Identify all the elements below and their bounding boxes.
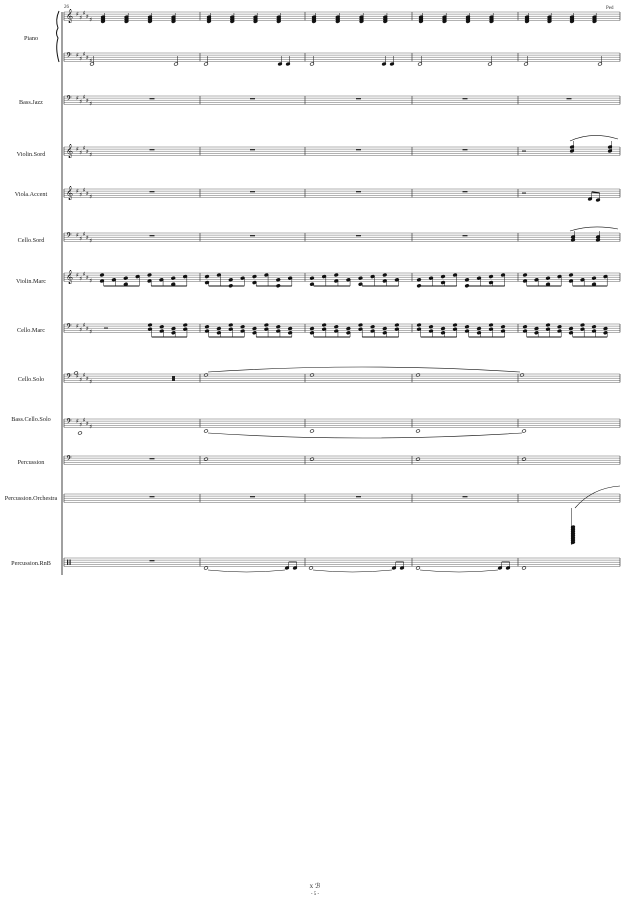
whole-rest: [463, 149, 468, 150]
sharp-icon: ♯: [85, 97, 89, 105]
sharp-icon: ♯: [82, 10, 86, 18]
percussion-rnb-notes: [150, 560, 527, 572]
sharp-icon: ♯: [82, 187, 86, 195]
treble-clef-icon: 𝄞: [66, 269, 74, 284]
note-head: [441, 327, 445, 331]
whole-rest: [463, 191, 468, 192]
whole-rest: [356, 496, 361, 497]
staff-12: [64, 558, 620, 566]
sharp-icon: ♯: [79, 191, 83, 199]
sharp-icon: ♯: [76, 95, 79, 103]
bass-clef-icon: 𝄢: [66, 418, 72, 429]
sharp-icon: ♯: [76, 11, 79, 19]
cello-marc-first-rest: [104, 328, 108, 329]
sharp-icon: ♯: [85, 274, 89, 282]
sharp-icon: ♯: [89, 277, 93, 285]
footer-mark: x ℬ: [309, 882, 321, 890]
note-head: [310, 373, 314, 377]
half-rest: [522, 193, 526, 194]
bass-cello-solo-notes: [78, 429, 526, 438]
note-head: [100, 273, 104, 277]
sharp-icon: ♯: [89, 151, 93, 159]
half-rest: [522, 151, 526, 152]
note-head: [546, 323, 550, 327]
whole-rest: [356, 235, 361, 236]
note-head: [310, 457, 314, 461]
note-head: [288, 327, 292, 331]
whole-rest: [150, 458, 155, 459]
note-head: [522, 566, 526, 570]
sharp-icon: ♯: [79, 376, 83, 384]
sharp-icon: ♯: [79, 14, 83, 22]
whole-rest: [250, 235, 255, 236]
whole-rest: [150, 98, 155, 99]
bass-clef-icon: 𝄢: [66, 95, 72, 106]
whole-rest: [150, 560, 155, 561]
instrument-label-bass-jazz: Bass.Jazz: [19, 99, 43, 106]
note-head: [124, 276, 128, 280]
note-head: [546, 276, 550, 280]
note-head: [358, 276, 362, 280]
note-head: [569, 327, 573, 331]
sharp-icon: ♯: [82, 51, 86, 59]
sharp-icon: ♯: [85, 234, 89, 242]
note-head: [534, 327, 538, 331]
instrument-label-viola-accent: Viola.Accent: [14, 191, 48, 198]
violin-sord-last: [522, 135, 618, 152]
note-head: [417, 278, 421, 282]
percussion-clef-icon: [67, 560, 68, 566]
staff-10: [64, 454, 620, 465]
note-head: [309, 566, 313, 570]
note-head: [522, 429, 526, 433]
staff-0: [64, 9, 620, 24]
note-head: [310, 276, 314, 280]
whole-rest: [356, 149, 361, 150]
note-head: [453, 323, 457, 327]
piano-bass-notes: [90, 56, 602, 66]
quarter-rest: [172, 376, 175, 381]
tie: [208, 570, 285, 572]
slur: [570, 227, 618, 231]
instrument-label-cello-solo: Cello.Solo: [17, 376, 45, 383]
sharp-icon: ♯: [89, 100, 93, 108]
sharp-icon: ♯: [82, 322, 86, 330]
staff-6: [64, 270, 620, 285]
note-head: [147, 273, 151, 277]
note-head: [183, 323, 187, 327]
note-head: [416, 373, 420, 377]
sharp-icon: ♯: [79, 235, 83, 243]
note-head: [465, 278, 469, 282]
percussion-orchestra-cluster: [571, 486, 620, 545]
sharp-icon: ♯: [85, 148, 89, 156]
note-head: [580, 323, 584, 327]
treble-clef-icon: 𝄞: [66, 185, 74, 200]
staff-3: [64, 144, 620, 159]
sharp-icon: ♯: [89, 16, 93, 24]
sharp-icon: ♯: [76, 232, 79, 240]
sharp-icon: ♯: [85, 375, 89, 383]
staff-9: [64, 417, 620, 430]
slur: [575, 486, 620, 508]
whole-rest: [567, 98, 572, 99]
whole-rest: [250, 496, 255, 497]
note-head: [204, 566, 208, 570]
staff-11: [64, 494, 620, 502]
treble-clef-icon: 𝄞: [66, 143, 74, 158]
sharp-icon: ♯: [76, 188, 79, 196]
sharp-icon: ♯: [89, 193, 93, 201]
sharp-icon: ♯: [76, 323, 79, 331]
instrument-label-cello-marc: Cello.Marc: [16, 327, 46, 334]
instrument-label-cello-sord: Cello.Sord: [17, 237, 45, 244]
piano-brace: [57, 11, 60, 62]
tie: [208, 433, 522, 438]
note-head: [204, 457, 208, 461]
page-number: - 5 -: [310, 892, 320, 897]
sharp-icon: ♯: [79, 149, 83, 157]
whole-rest: [463, 496, 468, 497]
staff-8: [64, 372, 620, 385]
sharp-icon: ♯: [85, 13, 89, 21]
instrument-label-bass-cello-solo: Bass.Cello.Solo: [11, 416, 51, 423]
note-head: [395, 323, 399, 327]
instrument-label-percussion-orchestra: Percussion.Orchestra: [4, 495, 58, 502]
note-head: [229, 278, 233, 282]
whole-rest: [150, 191, 155, 192]
note-head: [523, 273, 527, 277]
percussion-notes: [150, 457, 527, 461]
sharp-icon: ♯: [82, 145, 86, 153]
sharp-icon: ♯: [76, 373, 79, 381]
note-head: [217, 327, 221, 331]
staff-5: [64, 231, 620, 244]
whole-rest: [463, 98, 468, 99]
tie: [313, 570, 392, 572]
note-head: [310, 429, 314, 433]
instrument-label-piano: Piano: [23, 35, 39, 42]
treble-clef-icon: 𝄞: [66, 8, 74, 23]
beam: [592, 192, 600, 193]
whole-rest: [150, 149, 155, 150]
note-head: [229, 323, 233, 327]
bass-clef-icon: 𝄢: [66, 232, 72, 243]
note-head: [171, 327, 175, 331]
sharp-icon: ♯: [76, 418, 79, 426]
sharp-icon: ♯: [82, 231, 86, 239]
sharp-icon: ♯: [89, 378, 93, 386]
bass-clef-icon: 𝄢: [66, 373, 72, 384]
sharp-icon: ♯: [89, 423, 93, 431]
note-head: [416, 457, 420, 461]
sharp-icon: ♯: [79, 421, 83, 429]
instrument-label-violin-sord: Violin.Sord: [16, 151, 46, 158]
note-head: [204, 429, 208, 433]
bass-clef-icon: 𝄢: [66, 323, 72, 334]
staff-2: [64, 94, 620, 107]
note-head: [489, 323, 493, 327]
note-head: [78, 431, 82, 435]
note-head: [276, 278, 280, 282]
note-head: [383, 273, 387, 277]
whole-rest: [150, 235, 155, 236]
whole-rest: [250, 149, 255, 150]
note-head: [383, 327, 387, 331]
sharp-icon: ♯: [79, 275, 83, 283]
sharp-icon: ♯: [89, 57, 93, 65]
note-head: [603, 327, 607, 331]
note-head: [334, 273, 338, 277]
instrument-label-percussion: Percussion: [17, 459, 45, 466]
whole-rest: [250, 98, 255, 99]
note-head: [520, 373, 524, 377]
note-head: [148, 323, 152, 327]
sharp-icon: ♯: [89, 328, 93, 336]
staff-1: [64, 51, 620, 64]
whole-rest: [463, 235, 468, 236]
sharp-icon: ♯: [79, 55, 83, 63]
note-head: [522, 457, 526, 461]
sharp-icon: ♯: [85, 325, 89, 333]
whole-rest: [356, 98, 361, 99]
cello-marc-notes: [148, 323, 608, 337]
viola-accent-last: [522, 192, 600, 202]
sharp-icon: ♯: [82, 372, 86, 380]
measure-number: 26: [64, 5, 69, 10]
whole-rest: [250, 191, 255, 192]
bass-clef-icon: 𝄢: [66, 455, 72, 466]
note-head: [346, 327, 350, 331]
note-head: [569, 273, 573, 277]
sharp-icon: ♯: [82, 271, 86, 279]
tie: [208, 367, 520, 372]
slur: [570, 135, 618, 141]
sharp-icon: ♯: [89, 237, 93, 245]
tie: [420, 570, 498, 572]
note-head: [252, 327, 256, 331]
sharp-icon: ♯: [76, 272, 79, 280]
percussion-clef-icon: [70, 560, 71, 566]
whole-rest: [356, 191, 361, 192]
sharp-icon: ♯: [85, 54, 89, 62]
note-head: [358, 323, 362, 327]
sharp-icon: ♯: [79, 98, 83, 106]
note-head: [204, 373, 208, 377]
staff-4: [64, 186, 620, 201]
sharp-icon: ♯: [76, 52, 79, 60]
pedal-mark: Ped: [606, 6, 614, 11]
note-head: [171, 276, 175, 280]
sharp-icon: ♯: [82, 417, 86, 425]
note-head: [416, 429, 420, 433]
note-head: [322, 323, 326, 327]
sharp-icon: ♯: [85, 190, 89, 198]
whole-rest: [150, 496, 155, 497]
note-head: [310, 327, 314, 331]
sharp-icon: ♯: [76, 146, 79, 154]
instrument-label-percussion-rnb: Percussion.RnB: [11, 560, 51, 567]
instrument-label-violin-marc: Violin.Marc: [15, 278, 47, 285]
note-head: [477, 327, 481, 331]
sharp-icon: ♯: [85, 420, 89, 428]
cello-sord-last: [570, 227, 618, 242]
note-head: [592, 276, 596, 280]
sharp-icon: ♯: [79, 326, 83, 334]
note-head: [264, 323, 268, 327]
sharp-icon: ♯: [82, 94, 86, 102]
bass-clef-icon: 𝄢: [66, 52, 72, 63]
note-head: [417, 323, 421, 327]
half-rest: [104, 328, 108, 329]
note-head: [416, 566, 420, 570]
